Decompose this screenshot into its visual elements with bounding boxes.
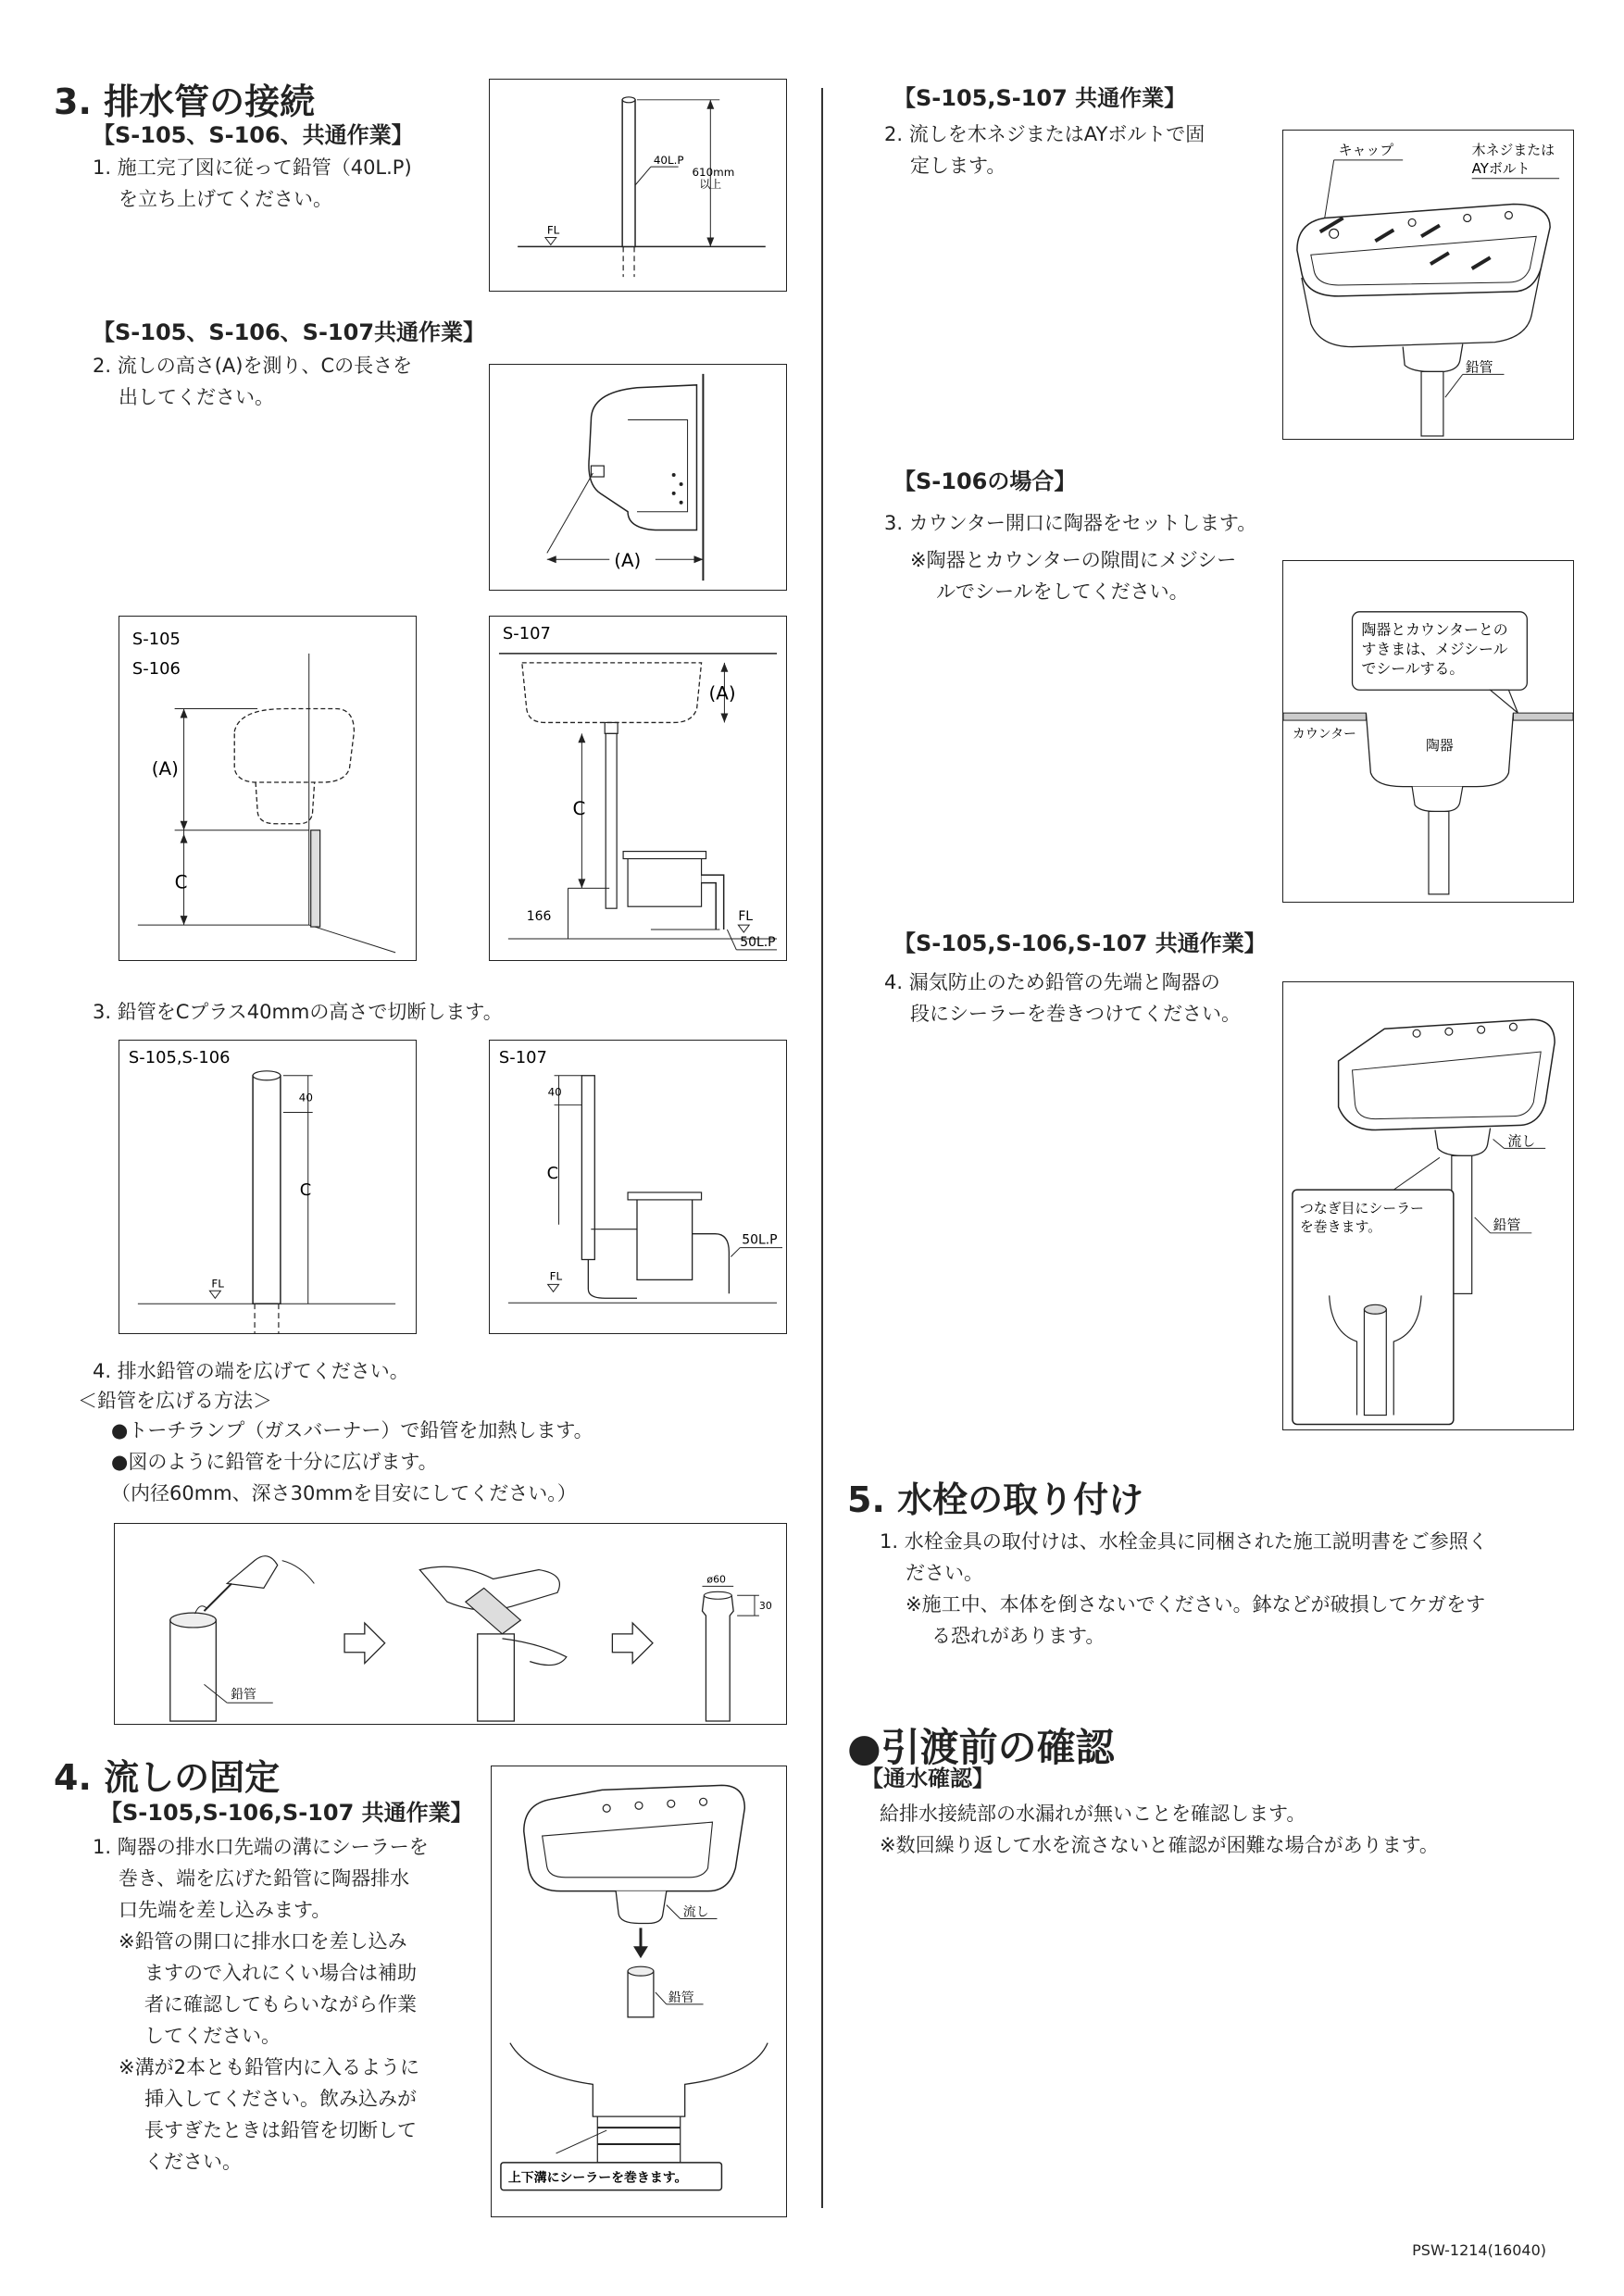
callout-line-2: を巻きます。: [1299, 1217, 1382, 1235]
dimension-a: (A): [614, 550, 642, 572]
screw-label-2: AYボルト: [1471, 159, 1530, 177]
right-step4-text: [884, 967, 1241, 1029]
pipe-height-diagram: [490, 80, 786, 291]
dimension-a: (A): [708, 682, 736, 705]
text-line: ください。: [144, 2151, 242, 2173]
sink-fix-diagram: [492, 1766, 786, 2216]
figure-caption: 上下溝にシーラーを巻きます。: [507, 2170, 688, 2186]
callout-line-2: すきまは、メジシール: [1361, 640, 1508, 658]
section3-step3-text: 3. 鉛管をCプラス40mmの高さで切断します。: [93, 1001, 503, 1023]
section5-text: [880, 1526, 1488, 1652]
document-code: PSW-1214(16040): [1412, 2241, 1546, 2259]
figure-seal-joint: [1282, 981, 1574, 1430]
section3-step1-head: 【S-105、S-106、共通作業】: [93, 122, 414, 148]
widen-pipe-diagram: [115, 1524, 786, 1724]
text-line: ※施工中、本体を倒さないでください。鉢などが破損してケガをす: [906, 1593, 1486, 1616]
right-step3-text: [884, 507, 1256, 539]
pipe-label: 鉛管: [1465, 358, 1493, 376]
text-line: ださい。: [906, 1562, 983, 1584]
section4-head: 【S-105,S-106,S-107 共通作業】: [100, 1800, 473, 1826]
sink-screws-diagram: [1283, 131, 1573, 439]
handover-check-head: 【通水確認】: [861, 1766, 994, 1791]
model-label-s107: S-107: [502, 624, 551, 644]
text-line: ※鉛管の開口に排水口を差し込み: [119, 1930, 407, 1953]
section3-title: 3. 排水管の接続: [54, 81, 316, 122]
text-line: してください。: [144, 2025, 281, 2047]
dimension-166: 166: [526, 909, 552, 925]
section3-method-text: [78, 1385, 272, 1416]
text-line: 2. 流しを木ネジまたはAYボルトで固: [884, 123, 1206, 145]
section3-step2-text: [93, 350, 412, 413]
text-line: 1. 陶器の排水口先端の溝にシーラーを: [93, 1836, 429, 1858]
handover-check-title: ●引渡前の確認: [847, 1725, 1115, 1770]
dimension-40: 40: [547, 1085, 562, 1099]
pipe-label: 鉛管: [668, 1990, 694, 2005]
dimension-c: C: [572, 797, 586, 819]
text-line: ますので入れにくい場合は補助: [144, 1962, 417, 1984]
text-line: 出してください。: [119, 386, 274, 408]
model-label: S-107: [498, 1047, 547, 1067]
text-line: 者に確認してもらいながら作業: [144, 1993, 417, 2015]
column-divider: [821, 88, 823, 2208]
dimension-c: C: [299, 1179, 312, 1200]
figure-sink-screws: [1282, 130, 1574, 440]
pipe-label: 40L.P: [653, 154, 684, 168]
model-label-s106: S-106: [131, 658, 181, 679]
section3-step4-text: [93, 1355, 409, 1387]
text-line: ＜鉛管を広げる方法＞: [78, 1390, 272, 1412]
cap-label: キャップ: [1338, 141, 1394, 158]
right-step3-note: [910, 544, 1236, 607]
height-label-2: 以上: [699, 177, 722, 191]
figure-s105-s106: [119, 616, 417, 961]
dimension-40: 40: [298, 1091, 313, 1104]
text-line: 2. 流しの高さ(A)を測り、Cの長さを: [93, 355, 413, 377]
figure-sink-height: [489, 364, 787, 591]
text-line: 巻き、端を広げた鉛管に陶器排水: [119, 1867, 410, 1890]
callout-line-3: でシールする。: [1361, 659, 1465, 678]
text-line: 定します。: [910, 155, 1006, 177]
seal-joint-diagram: [1283, 982, 1573, 1429]
callout-line-1: つなぎ目にシーラー: [1299, 1199, 1424, 1217]
dimension-depth: 30: [758, 1600, 772, 1613]
counter-seal-diagram: [1283, 561, 1573, 902]
figure-widen-pipe: [114, 1523, 787, 1725]
text-line: 口先端を差し込みます。: [119, 1899, 331, 1921]
s105-s106-diagram: [119, 617, 416, 960]
figure-cut-s107: [489, 1040, 787, 1334]
floor-label: FL: [546, 223, 560, 237]
pipe-label: 50L.P: [740, 934, 776, 950]
dimension-c: C: [174, 871, 188, 893]
s107-diagram: [490, 617, 786, 960]
text-line: ●トーチランプ（ガスバーナー）で鉛管を加熱します。: [111, 1419, 593, 1441]
section4-text: [93, 1831, 429, 2177]
figure-cut-s105-s106: [119, 1040, 417, 1334]
dimension-c: C: [546, 1164, 559, 1184]
figure-s107: [489, 616, 787, 961]
counter-label: カウンター: [1292, 726, 1356, 742]
bowl-label: 陶器: [1426, 736, 1454, 754]
text-line: ルでシールをしてください。: [936, 580, 1189, 603]
section3-bullets: [111, 1415, 593, 1509]
text-line: 長すぎたときは鉛管を切断して: [144, 2119, 417, 2141]
screw-label-1: 木ネジまたは: [1471, 141, 1555, 158]
text-line: （内径60mm、深さ30mmを目安にしてください。）: [111, 1482, 577, 1504]
text-line: 挿入してください。飲み込みが: [144, 2088, 417, 2110]
section3-step1-text: [93, 152, 412, 215]
dimension-diameter: ø60: [706, 1573, 726, 1586]
section4-title: 4. 流しの固定: [54, 1757, 281, 1798]
floor-label: FL: [738, 909, 754, 925]
pipe-label: 鉛管: [231, 1687, 256, 1703]
sink-label: 流し: [1507, 1132, 1536, 1150]
section3-step2-head: 【S-105、S-106、S-107共通作業】: [93, 319, 486, 345]
text-line: を立ち上げてください。: [119, 188, 332, 210]
right-step3-head: 【S-106の場合】: [893, 468, 1077, 494]
text-line: 4. 漏気防止のため鉛管の先端と陶器の: [884, 971, 1220, 993]
height-label: 610mm: [692, 166, 735, 180]
text-line: ●図のように鉛管を十分に広げます。: [111, 1451, 438, 1473]
text-line: 給排水接続部の水漏れが無いことを確認します。: [880, 1803, 1306, 1825]
sink-label: 流し: [682, 1904, 709, 1920]
floor-label: FL: [549, 1269, 563, 1283]
right-step2-head: 【S-105,S-107 共通作業】: [893, 85, 1187, 111]
text-line: ※数回繰り返して水を流さないと確認が困難な場合があります。: [880, 1834, 1439, 1856]
cut-pipe-diagram-a: [119, 1041, 416, 1333]
text-line: ※陶器とカウンターの隙間にメジシー: [910, 549, 1237, 571]
model-label-s105: S-105: [131, 629, 181, 649]
text-line: 段にシーラーを巻きつけてください。: [910, 1003, 1241, 1025]
dimension-a: (A): [151, 758, 179, 780]
text-line: る恐れがあります。: [931, 1625, 1106, 1647]
text-line: 4. 排水鉛管の端を広げてください。: [93, 1360, 409, 1382]
right-step2-text: [884, 119, 1205, 181]
text-line: ※溝が2本とも鉛管内に入るように: [119, 2056, 419, 2078]
text-line: 1. 水栓金具の取付けは、水栓金具に同梱された施工説明書をご参照く: [880, 1530, 1488, 1553]
cut-pipe-diagram-b: [490, 1041, 786, 1333]
figure-sink-fix: [491, 1766, 787, 2217]
callout-line-1: 陶器とカウンターとの: [1361, 620, 1508, 639]
handover-check-text: [880, 1798, 1439, 1861]
floor-label: FL: [211, 1277, 224, 1291]
pipe-label: 鉛管: [1493, 1216, 1521, 1233]
text-line: 3. カウンター開口に陶器をセットします。: [884, 512, 1257, 534]
pipe-label: 50L.P: [742, 1232, 778, 1248]
figure-counter-seal: [1282, 560, 1574, 903]
text-line: 1. 施工完了図に従って鉛管（40L.P): [93, 156, 412, 179]
model-label: S-105,S-106: [128, 1047, 231, 1067]
right-step4-head: 【S-105,S-106,S-107 共通作業】: [893, 930, 1267, 956]
figure-pipe-height: [489, 79, 787, 292]
sink-side-diagram: [490, 365, 786, 590]
section5-title: 5. 水栓の取り付け: [847, 1479, 1144, 1520]
